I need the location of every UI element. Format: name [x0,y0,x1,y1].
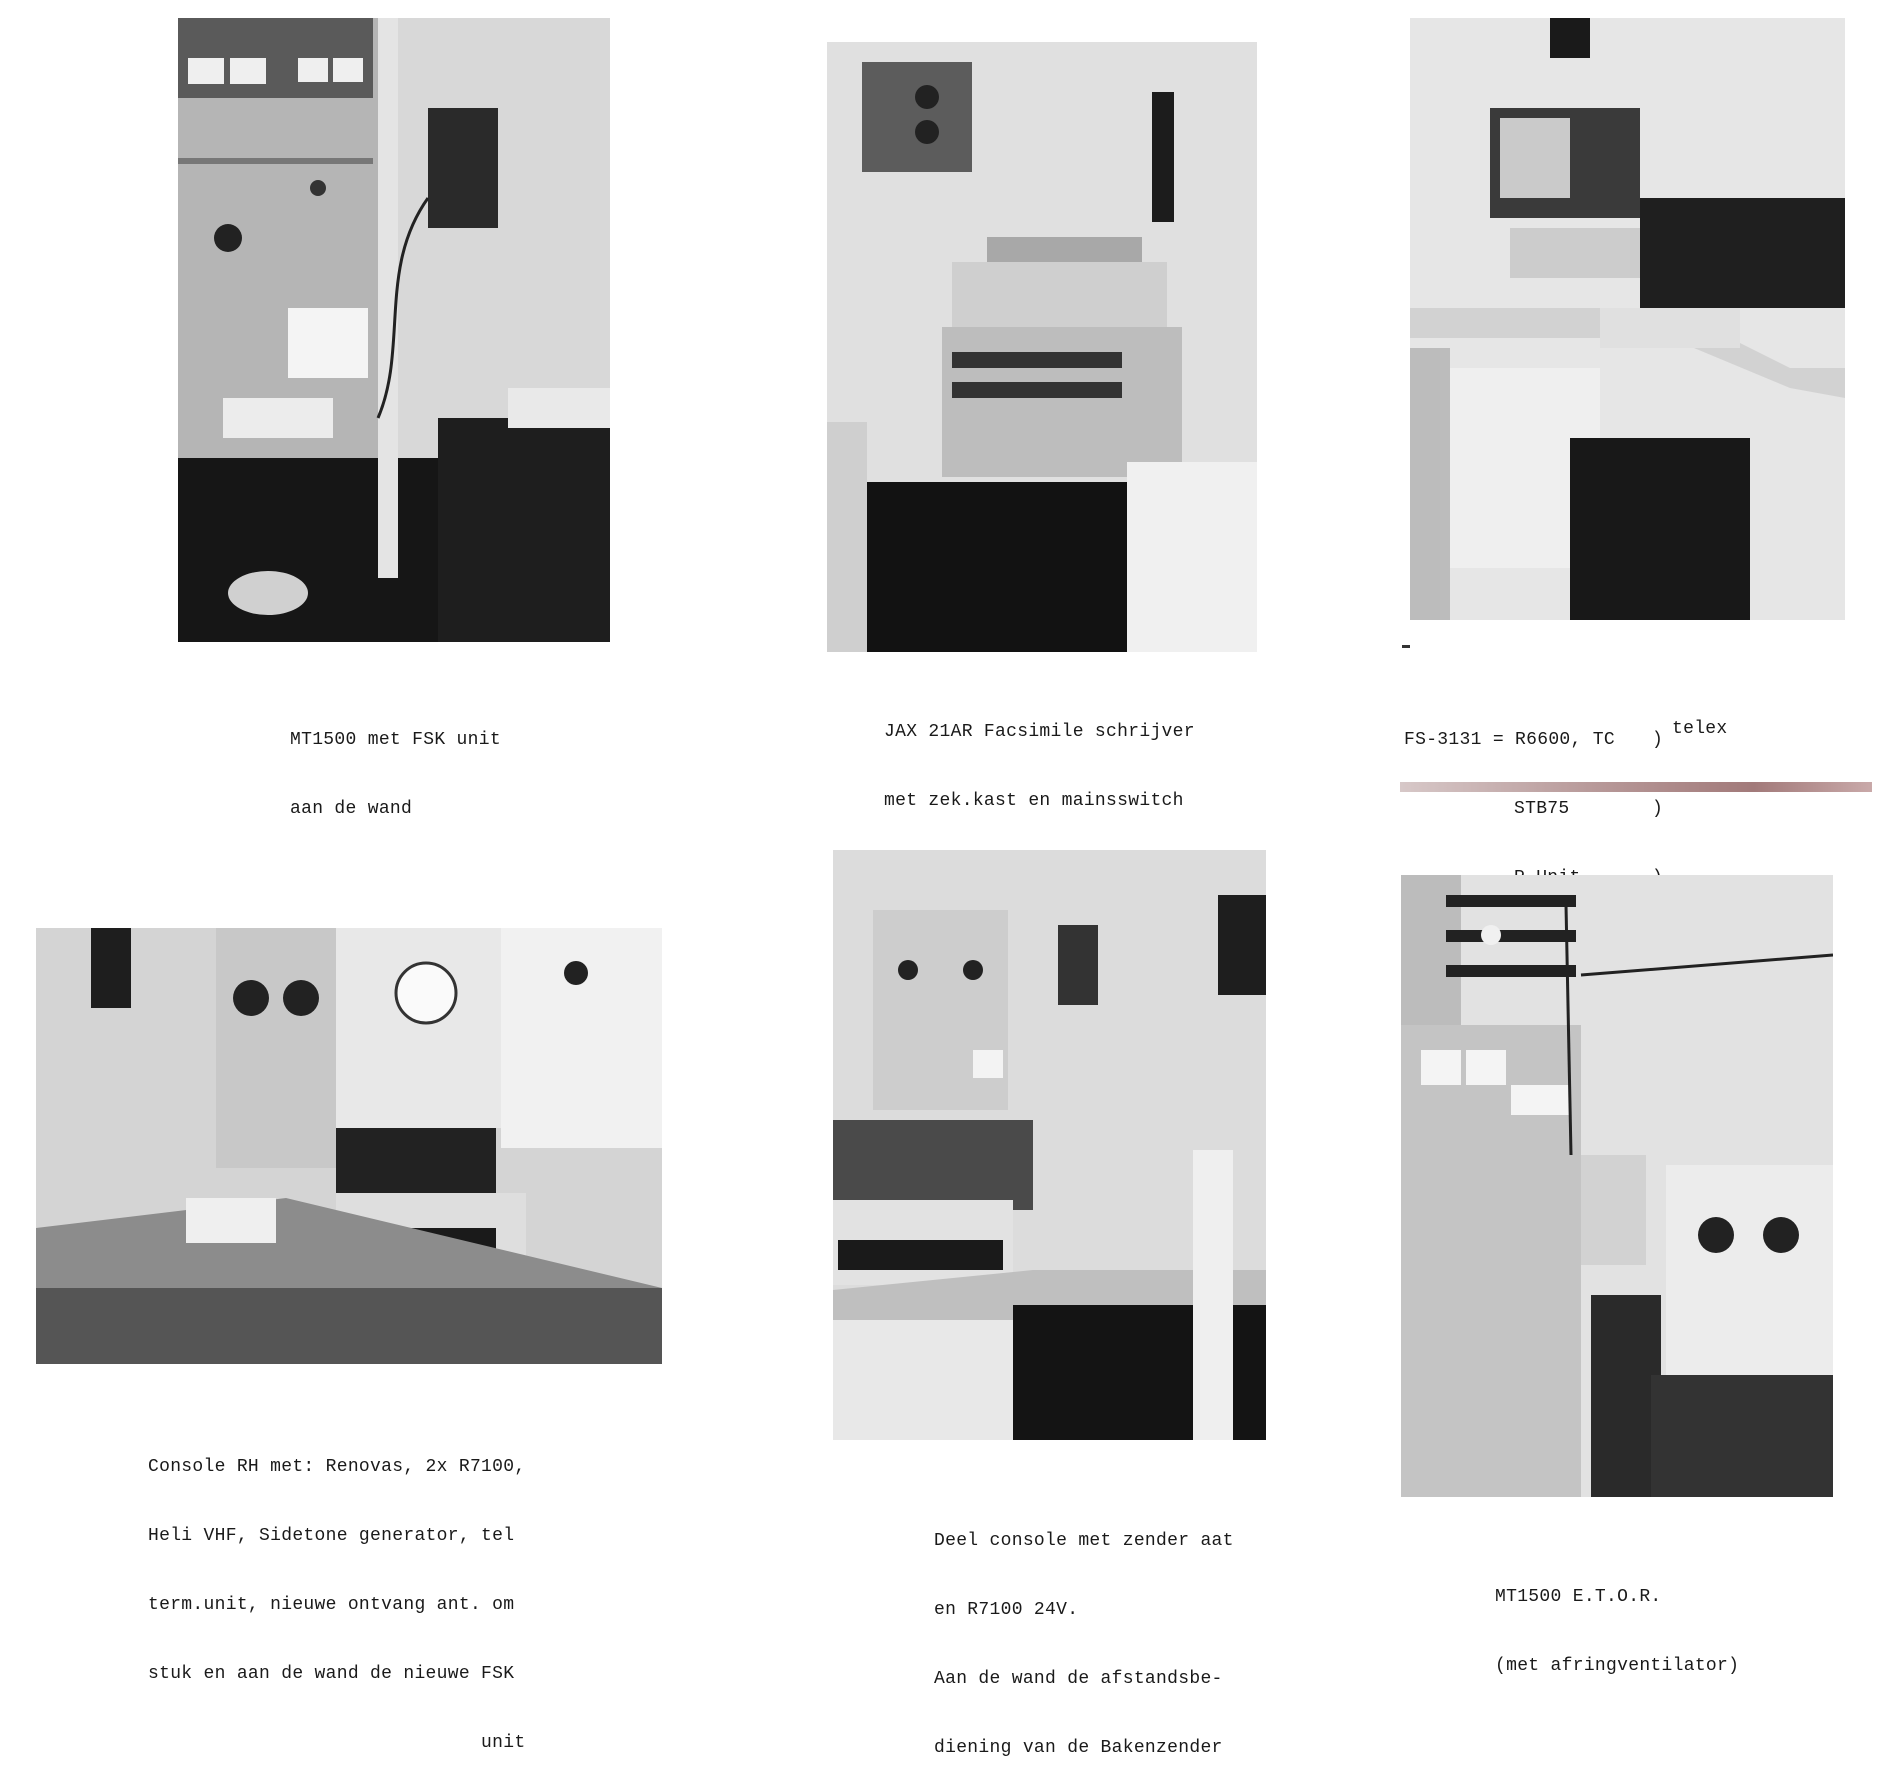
caption-photo-6: MT1500 E.T.O.R. (met afringventilator) [1495,1587,1740,1676]
telex-label: telex [1672,719,1728,739]
scan-mark [1402,645,1410,648]
photo-deel-console [833,850,1266,1440]
caption-photo-2: JAX 21AR Facsimile schrijver met zek.kast en mainsswitch [884,722,1195,811]
caption-telex: FS-3131 = R6600, TC STB75 [1404,730,1615,819]
caption-photo-1: MT1500 met FSK unit aan de wand [290,730,501,819]
photo-console-rh [36,928,662,1364]
photo-telex-station [1410,18,1845,620]
telex-brackets: ) ) [1652,730,1664,819]
photo-mt1500-etor [1401,875,1833,1497]
photo-jax-facsimile [827,42,1257,652]
caption-photo-5: Deel console met zender aat en R7100 24V. Aan de wand de afstandsbe- diening van de Bakenzender [934,1531,1234,1758]
color-strip [1400,782,1872,792]
photo-mt1500-fsk [178,18,610,642]
caption-photo-4: Console RH met: Renovas, 2x R7100, Heli VHF, Sidetone generator, tel term.unit, nieuwe ontvang ant. om stuk en aan de wand de nieuwe FSK unit [148,1457,526,1753]
